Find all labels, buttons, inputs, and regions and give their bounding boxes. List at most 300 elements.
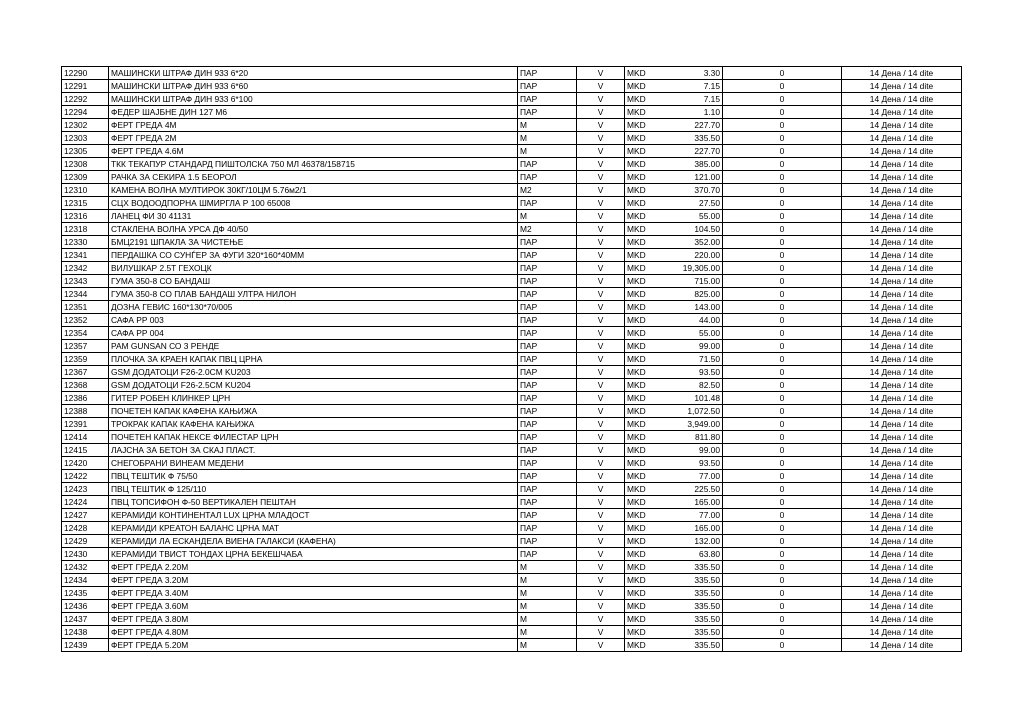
item-name-cell: ДОЗНА ГЕВИС 160*130*70/005 xyxy=(109,301,518,314)
currency-cell: MKD xyxy=(625,392,652,405)
price-cell: 335.50 xyxy=(652,132,723,145)
currency-cell: MKD xyxy=(625,470,652,483)
currency-cell: MKD xyxy=(625,613,652,626)
table-row xyxy=(62,548,962,561)
quantity-cell: 0 xyxy=(723,470,842,483)
quantity-cell: 0 xyxy=(723,197,842,210)
unit-cell: ПАР xyxy=(518,106,577,119)
unit-cell: ПАР xyxy=(518,405,577,418)
vat-flag-cell: V xyxy=(577,184,625,197)
currency-cell: MKD xyxy=(625,600,652,613)
table-row xyxy=(62,457,962,470)
item-code-cell: 12391 xyxy=(62,418,109,431)
quantity-cell: 0 xyxy=(723,210,842,223)
quantity-cell: 0 xyxy=(723,509,842,522)
item-name-cell: ПЛОЧКА ЗА КРАЕН КАПАК ПВЦ ЦРНА xyxy=(109,353,518,366)
vat-flag-cell: V xyxy=(577,275,625,288)
table-row xyxy=(62,249,962,262)
price-cell: 104.50 xyxy=(652,223,723,236)
unit-cell: ПАР xyxy=(518,67,577,80)
price-cell: 3.30 xyxy=(652,67,723,80)
delivery-term-cell: 14 Дена / 14 dite xyxy=(842,275,962,288)
delivery-term-cell: 14 Дена / 14 dite xyxy=(842,119,962,132)
unit-cell: М xyxy=(518,132,577,145)
table-row xyxy=(62,405,962,418)
vat-flag-cell: V xyxy=(577,587,625,600)
vat-flag-cell: V xyxy=(577,249,625,262)
vat-flag-cell: V xyxy=(577,145,625,158)
unit-cell: ПАР xyxy=(518,444,577,457)
item-name-cell: ФЕРТ ГРЕДА 4.80М xyxy=(109,626,518,639)
table-row xyxy=(62,236,962,249)
vat-flag-cell: V xyxy=(577,366,625,379)
unit-cell: ПАР xyxy=(518,418,577,431)
price-cell: 220.00 xyxy=(652,249,723,262)
price-cell: 132.00 xyxy=(652,535,723,548)
price-cell: 335.50 xyxy=(652,574,723,587)
item-code-cell: 12316 xyxy=(62,210,109,223)
price-cell: 1.10 xyxy=(652,106,723,119)
unit-cell: ПАР xyxy=(518,236,577,249)
price-cell: 1,072.50 xyxy=(652,405,723,418)
vat-flag-cell: V xyxy=(577,483,625,496)
item-name-cell: ФЕДЕР ШАЈБНЕ ДИН 127 М6 xyxy=(109,106,518,119)
currency-cell: MKD xyxy=(625,509,652,522)
delivery-term-cell: 14 Дена / 14 dite xyxy=(842,288,962,301)
delivery-term-cell: 14 Дена / 14 dite xyxy=(842,366,962,379)
table-row xyxy=(62,275,962,288)
table-row xyxy=(62,262,962,275)
item-name-cell: ТРОКРАК КАПАК КАФЕНА КАЊИЖА xyxy=(109,418,518,431)
delivery-term-cell: 14 Дена / 14 dite xyxy=(842,444,962,457)
item-code-cell: 12291 xyxy=(62,80,109,93)
price-cell: 143.00 xyxy=(652,301,723,314)
delivery-term-cell: 14 Дена / 14 dite xyxy=(842,431,962,444)
vat-flag-cell: V xyxy=(577,444,625,457)
item-name-cell: СТАКЛЕНА ВОЛНА УРСА ДФ 40/50 xyxy=(109,223,518,236)
currency-cell: MKD xyxy=(625,288,652,301)
delivery-term-cell: 14 Дена / 14 dite xyxy=(842,379,962,392)
item-code-cell: 12357 xyxy=(62,340,109,353)
quantity-cell: 0 xyxy=(723,158,842,171)
item-code-cell: 12310 xyxy=(62,184,109,197)
quantity-cell: 0 xyxy=(723,626,842,639)
item-name-cell: ФЕРТ ГРЕДА 4.6М xyxy=(109,145,518,158)
unit-cell: М2 xyxy=(518,223,577,236)
delivery-term-cell: 14 Дена / 14 dite xyxy=(842,327,962,340)
delivery-term-cell: 14 Дена / 14 dite xyxy=(842,548,962,561)
currency-cell: MKD xyxy=(625,639,652,652)
currency-cell: MKD xyxy=(625,574,652,587)
quantity-cell: 0 xyxy=(723,405,842,418)
item-name-cell: ГИТЕР РОБЕН КЛИНКЕР ЦРН xyxy=(109,392,518,405)
price-cell: 7.15 xyxy=(652,93,723,106)
item-name-cell: ФЕРТ ГРЕДА 3.40М xyxy=(109,587,518,600)
table-row xyxy=(62,470,962,483)
price-cell: 165.00 xyxy=(652,522,723,535)
price-cell: 93.50 xyxy=(652,366,723,379)
unit-cell: ПАР xyxy=(518,470,577,483)
currency-cell: MKD xyxy=(625,353,652,366)
table-row xyxy=(62,93,962,106)
item-name-cell: ФЕРТ ГРЕДА 3.60М xyxy=(109,600,518,613)
item-name-cell: ГУМА 350-8 СО ПЛАВ БАНДАШ УЛТРА НИЛОН xyxy=(109,288,518,301)
price-cell: 121.00 xyxy=(652,171,723,184)
unit-cell: М xyxy=(518,574,577,587)
currency-cell: MKD xyxy=(625,119,652,132)
price-cell: 335.50 xyxy=(652,600,723,613)
unit-cell: ПАР xyxy=(518,197,577,210)
item-name-cell: СЦХ ВОДООДПОРНА ШМИРГЛА Р 100 65008 xyxy=(109,197,518,210)
item-name-cell: ФЕРТ ГРЕДА 4М xyxy=(109,119,518,132)
quantity-cell: 0 xyxy=(723,366,842,379)
table-row xyxy=(62,587,962,600)
unit-cell: ПАР xyxy=(518,171,577,184)
delivery-term-cell: 14 Дена / 14 dite xyxy=(842,236,962,249)
table-row xyxy=(62,67,962,80)
item-code-cell: 12414 xyxy=(62,431,109,444)
quantity-cell: 0 xyxy=(723,418,842,431)
item-name-cell: ПЕРДАШКА СО СУНЃЕР ЗА ФУГИ 320*160*40ММ xyxy=(109,249,518,262)
quantity-cell: 0 xyxy=(723,548,842,561)
table-row xyxy=(62,301,962,314)
delivery-term-cell: 14 Дена / 14 dite xyxy=(842,522,962,535)
unit-cell: М xyxy=(518,613,577,626)
item-code-cell: 12388 xyxy=(62,405,109,418)
currency-cell: MKD xyxy=(625,314,652,327)
table-row xyxy=(62,327,962,340)
price-cell: 55.00 xyxy=(652,210,723,223)
vat-flag-cell: V xyxy=(577,561,625,574)
quantity-cell: 0 xyxy=(723,561,842,574)
price-cell: 225.50 xyxy=(652,483,723,496)
price-cell: 385.00 xyxy=(652,158,723,171)
quantity-cell: 0 xyxy=(723,444,842,457)
currency-cell: MKD xyxy=(625,67,652,80)
price-cell: 44.00 xyxy=(652,314,723,327)
item-code-cell: 12344 xyxy=(62,288,109,301)
vat-flag-cell: V xyxy=(577,93,625,106)
delivery-term-cell: 14 Дена / 14 dite xyxy=(842,626,962,639)
price-cell: 7.15 xyxy=(652,80,723,93)
item-code-cell: 12424 xyxy=(62,496,109,509)
delivery-term-cell: 14 Дена / 14 dite xyxy=(842,314,962,327)
unit-cell: ПАР xyxy=(518,288,577,301)
quantity-cell: 0 xyxy=(723,353,842,366)
item-code-cell: 12435 xyxy=(62,587,109,600)
price-cell: 335.50 xyxy=(652,561,723,574)
currency-cell: MKD xyxy=(625,210,652,223)
currency-cell: MKD xyxy=(625,197,652,210)
item-name-cell: ФЕРТ ГРЕДА 2М xyxy=(109,132,518,145)
price-cell: 370.70 xyxy=(652,184,723,197)
currency-cell: MKD xyxy=(625,106,652,119)
item-code-cell: 12351 xyxy=(62,301,109,314)
table-row xyxy=(62,561,962,574)
currency-cell: MKD xyxy=(625,145,652,158)
currency-cell: MKD xyxy=(625,301,652,314)
item-code-cell: 12290 xyxy=(62,67,109,80)
table-row xyxy=(62,639,962,652)
table-row xyxy=(62,496,962,509)
table-row xyxy=(62,483,962,496)
unit-cell: ПАР xyxy=(518,314,577,327)
item-name-cell: ПОЧЕТЕН КАПАК НЕКСЕ ФИЛЕСТАР ЦРН xyxy=(109,431,518,444)
delivery-term-cell: 14 Дена / 14 dite xyxy=(842,223,962,236)
unit-cell: М xyxy=(518,119,577,132)
delivery-term-cell: 14 Дена / 14 dite xyxy=(842,561,962,574)
delivery-term-cell: 14 Дена / 14 dite xyxy=(842,80,962,93)
item-name-cell: ФЕРТ ГРЕДА 3.20М xyxy=(109,574,518,587)
item-name-cell: ПВЦ ТОПСИФОН Ф-50 ВЕРТИКАЛЕН ПЕШТАН xyxy=(109,496,518,509)
quantity-cell: 0 xyxy=(723,236,842,249)
price-cell: 165.00 xyxy=(652,496,723,509)
table-row xyxy=(62,431,962,444)
vat-flag-cell: V xyxy=(577,548,625,561)
table-row xyxy=(62,288,962,301)
table-row xyxy=(62,197,962,210)
vat-flag-cell: V xyxy=(577,106,625,119)
table-row xyxy=(62,392,962,405)
quantity-cell: 0 xyxy=(723,457,842,470)
item-name-cell: МАШИНСКИ ШТРАФ ДИН 933 6*100 xyxy=(109,93,518,106)
table-row xyxy=(62,184,962,197)
currency-cell: MKD xyxy=(625,275,652,288)
item-name-cell: ПОЧЕТЕН КАПАК КАФЕНА КАЊИЖА xyxy=(109,405,518,418)
quantity-cell: 0 xyxy=(723,600,842,613)
item-code-cell: 12430 xyxy=(62,548,109,561)
quantity-cell: 0 xyxy=(723,574,842,587)
vat-flag-cell: V xyxy=(577,288,625,301)
table-row xyxy=(62,353,962,366)
delivery-term-cell: 14 Дена / 14 dite xyxy=(842,483,962,496)
unit-cell: М xyxy=(518,210,577,223)
price-cell: 77.00 xyxy=(652,509,723,522)
price-cell: 227.70 xyxy=(652,145,723,158)
unit-cell: ПАР xyxy=(518,392,577,405)
unit-cell: ПАР xyxy=(518,327,577,340)
currency-cell: MKD xyxy=(625,184,652,197)
unit-cell: М xyxy=(518,145,577,158)
table-row xyxy=(62,132,962,145)
delivery-term-cell: 14 Дена / 14 dite xyxy=(842,197,962,210)
delivery-term-cell: 14 Дена / 14 dite xyxy=(842,353,962,366)
delivery-term-cell: 14 Дена / 14 dite xyxy=(842,171,962,184)
quantity-cell: 0 xyxy=(723,106,842,119)
currency-cell: MKD xyxy=(625,158,652,171)
currency-cell: MKD xyxy=(625,535,652,548)
delivery-term-cell: 14 Дена / 14 dite xyxy=(842,249,962,262)
item-code-cell: 12386 xyxy=(62,392,109,405)
vat-flag-cell: V xyxy=(577,353,625,366)
price-cell: 101.48 xyxy=(652,392,723,405)
currency-cell: MKD xyxy=(625,418,652,431)
item-name-cell: GSM ДОДАТОЦИ F26-2.5CM KU204 xyxy=(109,379,518,392)
item-name-cell: GSM ДОДАТОЦИ F26-2.0CM KU203 xyxy=(109,366,518,379)
item-code-cell: 12438 xyxy=(62,626,109,639)
delivery-term-cell: 14 Дена / 14 dite xyxy=(842,600,962,613)
delivery-term-cell: 14 Дена / 14 dite xyxy=(842,509,962,522)
currency-cell: MKD xyxy=(625,236,652,249)
unit-cell: ПАР xyxy=(518,301,577,314)
vat-flag-cell: V xyxy=(577,262,625,275)
vat-flag-cell: V xyxy=(577,223,625,236)
currency-cell: MKD xyxy=(625,262,652,275)
price-cell: 715.00 xyxy=(652,275,723,288)
item-code-cell: 12305 xyxy=(62,145,109,158)
item-code-cell: 12429 xyxy=(62,535,109,548)
unit-cell: М xyxy=(518,626,577,639)
quantity-cell: 0 xyxy=(723,184,842,197)
vat-flag-cell: V xyxy=(577,418,625,431)
currency-cell: MKD xyxy=(625,483,652,496)
item-code-cell: 12341 xyxy=(62,249,109,262)
vat-flag-cell: V xyxy=(577,236,625,249)
quantity-cell: 0 xyxy=(723,80,842,93)
vat-flag-cell: V xyxy=(577,496,625,509)
table-row xyxy=(62,535,962,548)
currency-cell: MKD xyxy=(625,366,652,379)
vat-flag-cell: V xyxy=(577,379,625,392)
vat-flag-cell: V xyxy=(577,600,625,613)
unit-cell: М xyxy=(518,639,577,652)
table-row xyxy=(62,314,962,327)
quantity-cell: 0 xyxy=(723,314,842,327)
vat-flag-cell: V xyxy=(577,431,625,444)
item-code-cell: 12423 xyxy=(62,483,109,496)
price-cell: 335.50 xyxy=(652,587,723,600)
item-name-cell: ФЕРТ ГРЕДА 5.20М xyxy=(109,639,518,652)
item-code-cell: 12359 xyxy=(62,353,109,366)
table-row xyxy=(62,379,962,392)
price-cell: 335.50 xyxy=(652,613,723,626)
vat-flag-cell: V xyxy=(577,405,625,418)
vat-flag-cell: V xyxy=(577,327,625,340)
vat-flag-cell: V xyxy=(577,535,625,548)
price-cell: 93.50 xyxy=(652,457,723,470)
price-cell: 82.50 xyxy=(652,379,723,392)
unit-cell: ПАР xyxy=(518,158,577,171)
vat-flag-cell: V xyxy=(577,626,625,639)
vat-flag-cell: V xyxy=(577,639,625,652)
item-name-cell: КЕРАМИДИ ЛА ЕСКАНДЕЛА ВИЕНА ГАЛАКСИ (КАФЕНА) xyxy=(109,535,518,548)
currency-cell: MKD xyxy=(625,626,652,639)
quantity-cell: 0 xyxy=(723,301,842,314)
price-cell: 352.00 xyxy=(652,236,723,249)
table-body xyxy=(62,67,962,652)
item-code-cell: 12367 xyxy=(62,366,109,379)
unit-cell: ПАР xyxy=(518,522,577,535)
vat-flag-cell: V xyxy=(577,158,625,171)
currency-cell: MKD xyxy=(625,548,652,561)
vat-flag-cell: V xyxy=(577,574,625,587)
item-name-cell: ФЕРТ ГРЕДА 3.80М xyxy=(109,613,518,626)
item-code-cell: 12318 xyxy=(62,223,109,236)
item-code-cell: 12330 xyxy=(62,236,109,249)
table-row xyxy=(62,509,962,522)
delivery-term-cell: 14 Дена / 14 dite xyxy=(842,535,962,548)
item-code-cell: 12342 xyxy=(62,262,109,275)
table-row xyxy=(62,600,962,613)
item-name-cell: БМЦ2191 ШПАКЛА ЗА ЧИСТЕЊЕ xyxy=(109,236,518,249)
unit-cell: М2 xyxy=(518,184,577,197)
vat-flag-cell: V xyxy=(577,522,625,535)
delivery-term-cell: 14 Дена / 14 dite xyxy=(842,301,962,314)
unit-cell: ПАР xyxy=(518,93,577,106)
item-code-cell: 12434 xyxy=(62,574,109,587)
quantity-cell: 0 xyxy=(723,496,842,509)
unit-cell: ПАР xyxy=(518,80,577,93)
vat-flag-cell: V xyxy=(577,197,625,210)
table-row xyxy=(62,106,962,119)
price-cell: 99.00 xyxy=(652,340,723,353)
item-name-cell: СНЕГОБРАНИ ВИНЕАМ МЕДЕНИ xyxy=(109,457,518,470)
unit-cell: М xyxy=(518,600,577,613)
item-name-cell: РАМ GUNSAN СО 3 РЕНДЕ xyxy=(109,340,518,353)
quantity-cell: 0 xyxy=(723,119,842,132)
table-row xyxy=(62,119,962,132)
unit-cell: ПАР xyxy=(518,496,577,509)
table-row xyxy=(62,210,962,223)
item-code-cell: 12439 xyxy=(62,639,109,652)
unit-cell: М xyxy=(518,561,577,574)
item-code-cell: 12428 xyxy=(62,522,109,535)
delivery-term-cell: 14 Дена / 14 dite xyxy=(842,470,962,483)
quantity-cell: 0 xyxy=(723,431,842,444)
quantity-cell: 0 xyxy=(723,275,842,288)
unit-cell: ПАР xyxy=(518,379,577,392)
quantity-cell: 0 xyxy=(723,145,842,158)
quantity-cell: 0 xyxy=(723,262,842,275)
item-name-cell: РАЧКА ЗА СЕКИРА 1.5 БЕОРОЛ xyxy=(109,171,518,184)
vat-flag-cell: V xyxy=(577,80,625,93)
item-name-cell: МАШИНСКИ ШТРАФ ДИН 933 6*60 xyxy=(109,80,518,93)
item-name-cell: ВИЛУШКАР 2.5Т ГЕХОЦК xyxy=(109,262,518,275)
item-name-cell: ПВЦ ТЕШТИК Ф 125/110 xyxy=(109,483,518,496)
price-cell: 77.00 xyxy=(652,470,723,483)
item-name-cell: КАМЕНА ВОЛНА МУЛТИРОК 30КГ/10ЦМ 5.76м2/1 xyxy=(109,184,518,197)
delivery-term-cell: 14 Дена / 14 dite xyxy=(842,106,962,119)
item-code-cell: 12352 xyxy=(62,314,109,327)
currency-cell: MKD xyxy=(625,431,652,444)
item-name-cell: ЛАЈСНА ЗА БЕТОН ЗА СКАЈ ПЛАСТ. xyxy=(109,444,518,457)
currency-cell: MKD xyxy=(625,496,652,509)
table-row xyxy=(62,158,962,171)
quantity-cell: 0 xyxy=(723,587,842,600)
currency-cell: MKD xyxy=(625,132,652,145)
quantity-cell: 0 xyxy=(723,340,842,353)
unit-cell: ПАР xyxy=(518,548,577,561)
table-row xyxy=(62,80,962,93)
vat-flag-cell: V xyxy=(577,132,625,145)
unit-cell: ПАР xyxy=(518,535,577,548)
vat-flag-cell: V xyxy=(577,470,625,483)
unit-cell: ПАР xyxy=(518,431,577,444)
item-code-cell: 12315 xyxy=(62,197,109,210)
unit-cell: ПАР xyxy=(518,353,577,366)
price-list-table xyxy=(61,66,962,652)
quantity-cell: 0 xyxy=(723,223,842,236)
vat-flag-cell: V xyxy=(577,509,625,522)
item-code-cell: 12302 xyxy=(62,119,109,132)
unit-cell: ПАР xyxy=(518,509,577,522)
item-code-cell: 12308 xyxy=(62,158,109,171)
delivery-term-cell: 14 Дена / 14 dite xyxy=(842,639,962,652)
item-code-cell: 12343 xyxy=(62,275,109,288)
currency-cell: MKD xyxy=(625,340,652,353)
quantity-cell: 0 xyxy=(723,535,842,548)
price-cell: 55.00 xyxy=(652,327,723,340)
